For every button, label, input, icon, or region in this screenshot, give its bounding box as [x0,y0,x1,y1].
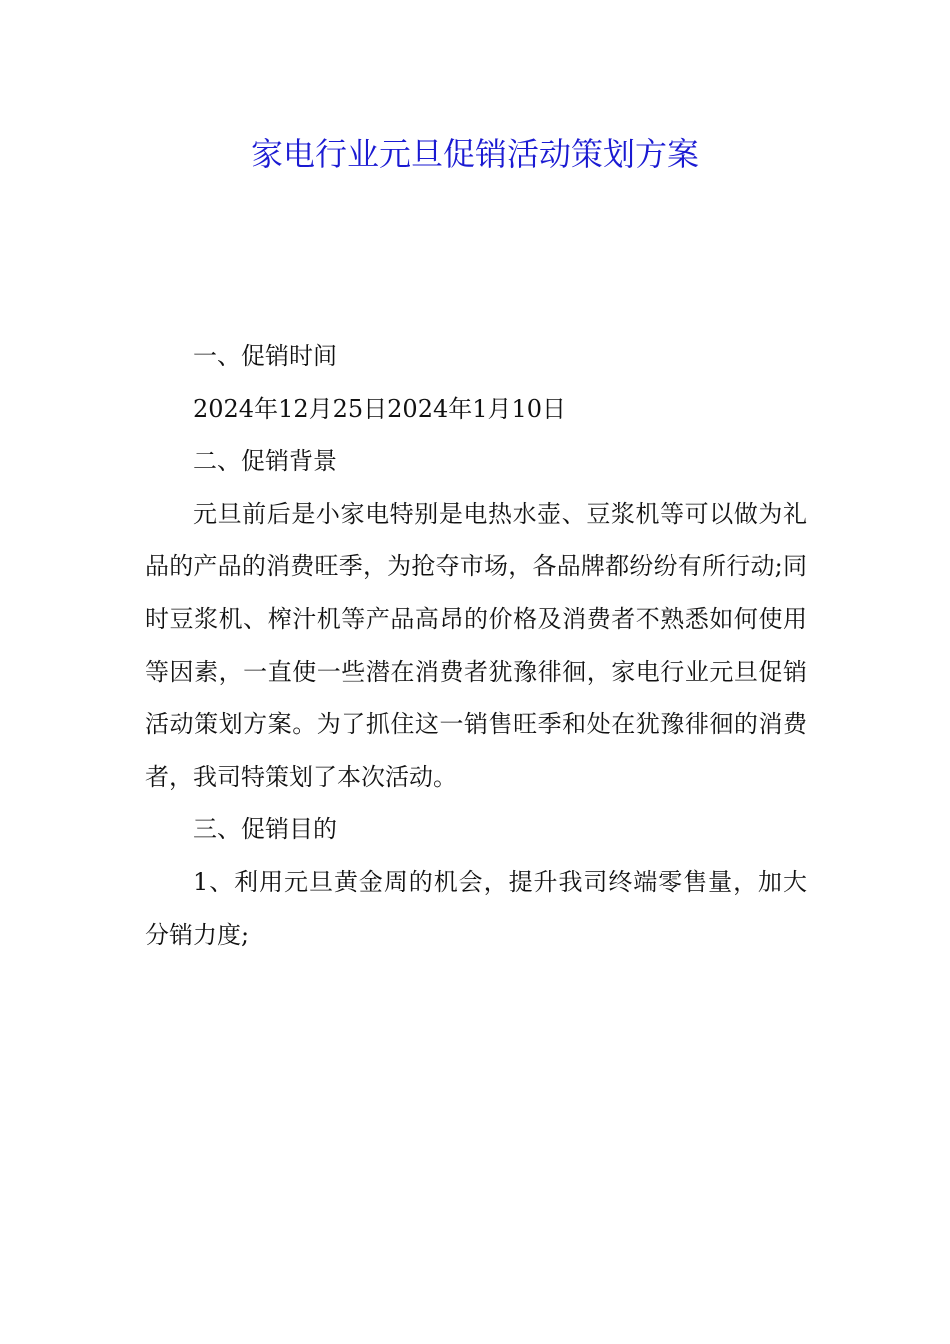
background-paragraph: 元旦前后是小家电特别是电热水壶、豆浆机等可以做为礼品的产品的消费旺季，为抢夺市场，各品牌都纷纷有所行动;同时豆浆机、榨汁机等产品高昂的价格及消费者不熟悉如何使用等因素，一直使一些潜在消费者犹豫徘徊，家电行业元旦促销活动策划方案。为了抓住这一销售旺季和处在犹豫徘徊的消费者，我司特策划了本次活动。 [145,499,807,791]
section-heading-promotion-purpose: 三、促销目的 [193,815,337,844]
document-title: 家电行业元旦促销活动策划方案 [250,135,699,173]
section-heading-promotion-time: 一、促销时间 [193,342,337,370]
promotion-date-range: 2024年12月25日2024年1月10日 [193,394,567,423]
purpose-item-1: 1、利用元旦黄金周的机会，提升我司终端零售量，加大分销力度; [145,867,807,949]
section-heading-promotion-background: 二、促销背景 [193,447,337,476]
document-body [145,330,807,961]
